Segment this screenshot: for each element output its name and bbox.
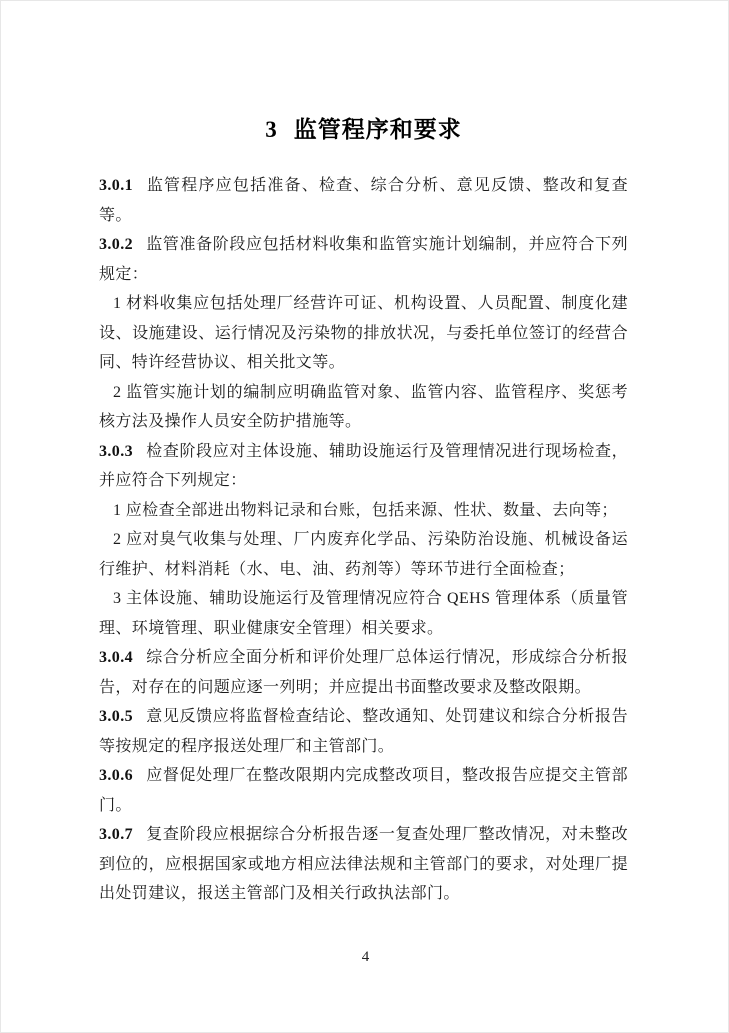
- clause-number: 3.0.3: [99, 442, 133, 460]
- clause-text: 综合分析应全面分析和评价处理厂总体运行情况，形成综合分析报告，对存在的问题应逐一列明；并应提出书面整改要求及整改限期。: [99, 649, 628, 696]
- clause-3-0-6: [99, 761, 628, 820]
- clause-text: 2 监管实施计划的编制应明确监管对象、监管内容、监管程序、奖惩考核方法及操作人员安全防护措施等。: [99, 383, 628, 430]
- chapter-title-text: 监管程序和要求: [293, 117, 462, 142]
- clause-text: 3 主体设施、辅助设施运行及管理情况应符合 QEHS 管理体系（质量管理、环境管理、职业健康安全管理）相关要求。: [99, 590, 628, 637]
- body-text: [99, 171, 628, 909]
- page-content: [99, 1, 628, 909]
- clause-3-0-3: [99, 437, 628, 496]
- clause-3-0-5: [99, 702, 628, 761]
- clause-text: 复查阶段应根据综合分析报告逐一复查处理厂整改情况，对未整改到位的，应根据国家或地方相应法律法规和主管部门的要求，对处理厂提出处罚建议，报送主管部门及相关行政执法部门。: [99, 826, 628, 902]
- clause-text: 监管准备阶段应包括材料收集和监管实施计划编制，并应符合下列规定：: [99, 236, 628, 283]
- clause-number: 3.0.1: [99, 177, 133, 194]
- clause-text: 检查阶段应对主体设施、辅助设施运行及管理情况进行现场检查，并应符合下列规定：: [99, 442, 628, 489]
- chapter-number: 3: [265, 117, 278, 142]
- clause-number: 3.0.2: [99, 236, 133, 253]
- clause-text: 监管程序应包括准备、检查、综合分析、意见反馈、整改和复查等。: [99, 177, 628, 224]
- clause-text: 应督促处理厂在整改限期内完成整改项目，整改报告应提交主管部门。: [99, 767, 628, 814]
- clause-3-0-3-item-3: [99, 584, 628, 643]
- clause-text: 1 应检查全部进出物料记录和台账，包括来源、性状、数量、去向等；: [113, 501, 618, 519]
- clause-number: 3.0.6: [99, 767, 133, 784]
- clause-3-0-2-item-1: [99, 289, 628, 378]
- clause-text: 1 材料收集应包括处理厂经营许可证、机构设置、人员配置、制度化建设、设施建设、运行情况及污染物的排放状况，与委托单位签订的经营合同、特许经营协议、相关批文等。: [99, 295, 628, 371]
- clause-3-0-3-item-1: [99, 496, 628, 526]
- page-number: 4: [361, 949, 370, 965]
- clause-3-0-2: [99, 230, 628, 289]
- clause-3-0-3-item-2: [99, 525, 628, 584]
- clause-number: 3.0.7: [99, 826, 133, 843]
- clause-number: 3.0.4: [99, 649, 133, 666]
- clause-text: 2 应对臭气收集与处理、厂内废弃化学品、污染防治设施、机械设备运行维护、材料消耗（水、电、油、药剂等）等环节进行全面检查；: [99, 531, 628, 578]
- chapter-title: [99, 1, 628, 171]
- clause-3-0-7: [99, 820, 628, 909]
- clause-3-0-2-item-2: [99, 378, 628, 437]
- clause-number: 3.0.5: [99, 708, 133, 725]
- clause-3-0-4: [99, 643, 628, 702]
- clause-text: 意见反馈应将监督检查结论、整改通知、处罚建议和综合分析报告等按规定的程序报送处理厂和主管部门。: [99, 708, 628, 755]
- clause-3-0-1: [99, 171, 628, 230]
